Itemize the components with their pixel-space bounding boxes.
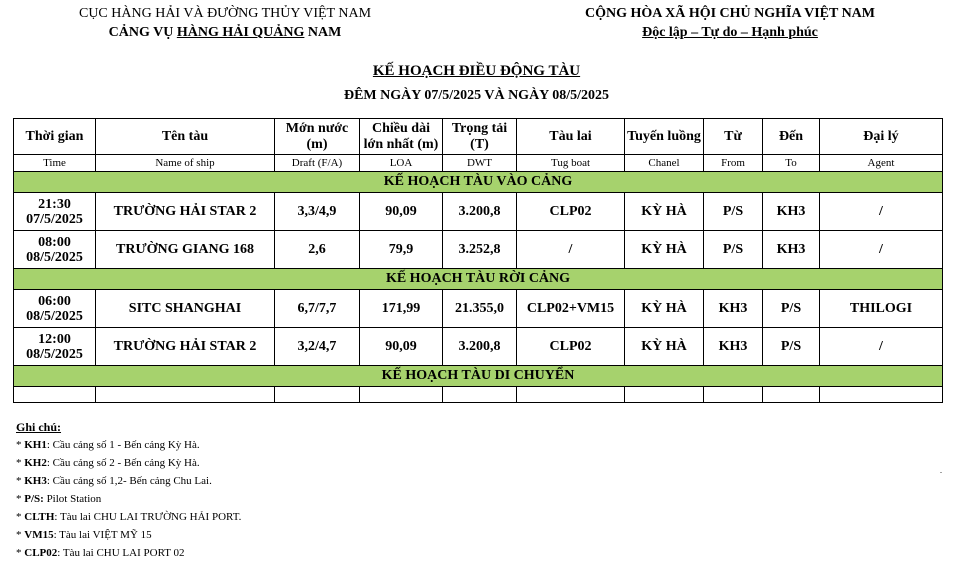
draft-cell: 3,3/4,9 <box>275 193 360 231</box>
republic-name: CỘNG HÒA XÃ HỘI CHỦ NGHĨA VIỆT NAM <box>584 6 875 21</box>
document-subtitle: ĐÊM NGÀY 07/5/2025 VÀ NGÀY 08/5/2025 <box>343 88 610 103</box>
dwt-header: Trọng tải (T) <box>443 119 517 155</box>
draft-cell: 6,7/7,7 <box>275 290 360 328</box>
tug-boat-cell: CLP02 <box>517 193 625 231</box>
note-item: * P/S: Pilot Station <box>16 493 102 505</box>
to-cell: KH3 <box>763 231 820 269</box>
departure-section <box>14 269 943 290</box>
departure-row <box>14 328 943 366</box>
to-header: Đến <box>763 119 820 155</box>
agent-cell: / <box>820 328 943 366</box>
ship-name-cell: TRƯỜNG GIANG 168 <box>96 231 275 269</box>
from-cell: KH3 <box>704 328 763 366</box>
channel-subheader: Chanel <box>625 155 704 172</box>
dwt-subheader: DWT <box>443 155 517 172</box>
dwt-cell: 21.355,0 <box>443 290 517 328</box>
port-authority-name: CẢNG VỤ HÀNG HẢI QUẢNG NAM <box>108 25 342 40</box>
empty-cell <box>704 387 763 403</box>
empty-cell <box>360 387 443 403</box>
from-header: Từ <box>704 119 763 155</box>
channel-cell: KỲ HÀ <box>625 193 704 231</box>
document-title: KẾ HOẠCH ĐIỀU ĐỘNG TÀU <box>372 63 581 79</box>
arrival-row <box>14 193 943 231</box>
column-header-row <box>14 119 943 155</box>
empty-cell <box>443 387 517 403</box>
authority-name: CỤC HÀNG HẢI VÀ ĐƯỜNG THỦY VIỆT NAM <box>78 6 372 21</box>
table-body <box>14 119 943 403</box>
from-cell: P/S <box>704 193 763 231</box>
loa-cell: 171,99 <box>360 290 443 328</box>
to-cell: P/S <box>763 290 820 328</box>
dwt-cell: 3.252,8 <box>443 231 517 269</box>
empty-cell <box>96 387 275 403</box>
channel-header: Tuyến luồng <box>625 119 704 155</box>
notes <box>16 418 241 562</box>
time-cell: 21:30 07/5/2025 <box>14 193 96 231</box>
arrival-section <box>14 172 943 193</box>
notes-list <box>16 436 241 562</box>
ship-name-cell: SITC SHANGHAI <box>96 290 275 328</box>
header-right <box>565 4 895 42</box>
empty-cell <box>763 387 820 403</box>
time-cell: 06:00 08/5/2025 <box>14 290 96 328</box>
empty-cell <box>820 387 943 403</box>
channel-cell: KỲ HÀ <box>625 290 704 328</box>
ship-name-subheader: Name of ship <box>96 155 275 172</box>
tug-boat-cell: CLP02+VM15 <box>517 290 625 328</box>
shifting-section-label: KẾ HOẠCH TÀU DI CHUYỂN <box>14 366 943 387</box>
motto: Độc lập – Tự do – Hạnh phúc <box>642 25 818 40</box>
to-subheader: To <box>763 155 820 172</box>
loa-header: Chiều dài lớn nhất (m) <box>360 119 443 155</box>
note-item: * KH2: Cầu cảng số 2 - Bến cảng Kỳ Hà. <box>16 457 200 469</box>
time-header: Thời gian <box>14 119 96 155</box>
note-item: * VM15: Tàu lai VIỆT MỸ 15 <box>16 529 152 541</box>
note-item: * CLTH: Tàu lai CHU LAI TRƯỜNG HẢI PORT. <box>16 511 242 523</box>
empty-cell <box>275 387 360 403</box>
time-cell: 08:00 08/5/2025 <box>14 231 96 269</box>
to-cell: P/S <box>763 328 820 366</box>
loa-subheader: LOA <box>360 155 443 172</box>
departure-section-label: KẾ HOẠCH TÀU RỜI CẢNG <box>14 269 943 290</box>
ship-name-cell: TRƯỜNG HẢI STAR 2 <box>96 328 275 366</box>
stray-dot: . <box>940 466 942 475</box>
time-cell: 12:00 08/5/2025 <box>14 328 96 366</box>
draft-header: Mớn nước (m) <box>275 119 360 155</box>
agent-subheader: Agent <box>820 155 943 172</box>
channel-cell: KỲ HÀ <box>625 328 704 366</box>
tug-boat-header: Tàu lai <box>517 119 625 155</box>
empty-cell <box>625 387 704 403</box>
loa-cell: 90,09 <box>360 328 443 366</box>
agent-cell: / <box>820 193 943 231</box>
header-left <box>60 4 390 42</box>
dwt-cell: 3.200,8 <box>443 328 517 366</box>
empty-row <box>14 387 943 403</box>
loa-cell: 79,9 <box>360 231 443 269</box>
shifting-section <box>14 366 943 387</box>
column-subheader-row <box>14 155 943 172</box>
note-item: * KH1: Cầu cảng số 1 - Bến cảng Kỳ Hà. <box>16 439 200 451</box>
tug-boat-cell: CLP02 <box>517 328 625 366</box>
note-item: * KH3: Cầu cảng số 1,2- Bến cảng Chu Lai. <box>16 475 212 487</box>
from-cell: P/S <box>704 231 763 269</box>
note-item: * CLP02: Tàu lai CHU LAI PORT 02 <box>16 547 185 559</box>
loa-cell: 90,09 <box>360 193 443 231</box>
ship-name-header: Tên tàu <box>96 119 275 155</box>
channel-cell: KỲ HÀ <box>625 231 704 269</box>
empty-cell <box>517 387 625 403</box>
arrival-section-label: KẾ HOẠCH TÀU VÀO CẢNG <box>14 172 943 193</box>
draft-cell: 2,6 <box>275 231 360 269</box>
arrival-row <box>14 231 943 269</box>
notes-heading: Ghi chú: <box>16 420 62 434</box>
agent-cell: / <box>820 231 943 269</box>
tug-boat-cell: / <box>517 231 625 269</box>
time-subheader: Time <box>14 155 96 172</box>
from-cell: KH3 <box>704 290 763 328</box>
to-cell: KH3 <box>763 193 820 231</box>
from-subheader: From <box>704 155 763 172</box>
empty-cell <box>14 387 96 403</box>
tug-boat-subheader: Tug boat <box>517 155 625 172</box>
ship-name-cell: TRƯỜNG HẢI STAR 2 <box>96 193 275 231</box>
departure-row <box>14 290 943 328</box>
draft-subheader: Draft (F/A) <box>275 155 360 172</box>
agent-cell: THILOGI <box>820 290 943 328</box>
agent-header: Đại lý <box>820 119 943 155</box>
dwt-cell: 3.200,8 <box>443 193 517 231</box>
draft-cell: 3,2/4,7 <box>275 328 360 366</box>
vessel-movement-table <box>13 118 943 403</box>
